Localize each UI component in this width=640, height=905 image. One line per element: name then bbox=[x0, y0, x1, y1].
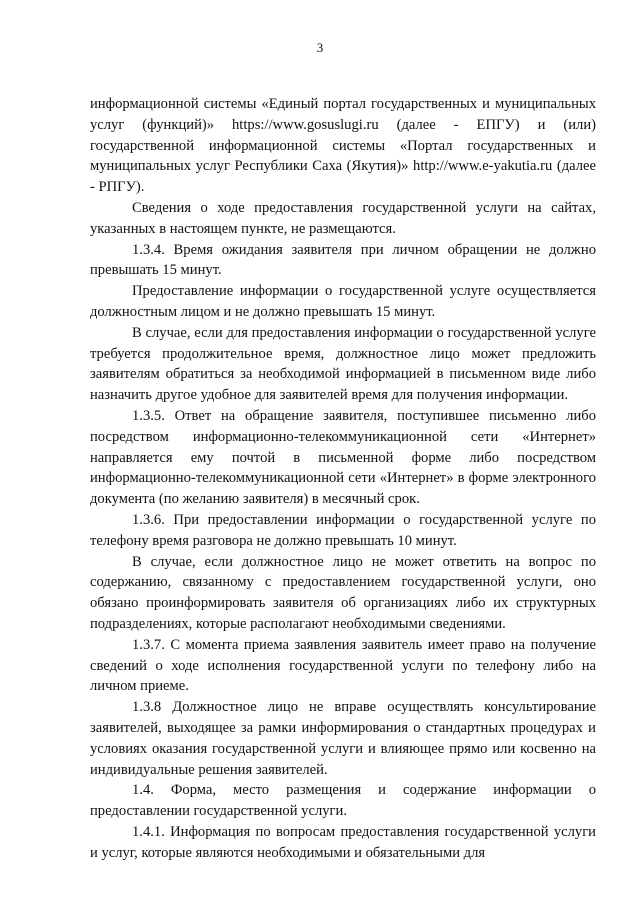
document-body bbox=[90, 94, 596, 863]
paragraph-1-3-7: 1.3.7. С момента приема заявления заявитель имеет право на получение сведений о ходе исполнения государственной услуги по телефону либо на личном приеме. bbox=[90, 636, 596, 695]
paragraph-1-3-8: 1.3.8 Должностное лицо не вправе осуществлять консультирование заявителей, выходящее за рамки информирования о стандартных процедурах и условиях оказания государственной услуги и влияющее прямо или косвенно на индивидуальные решения заявителей. bbox=[90, 699, 596, 778]
paragraph-continuation: информационной системы «Единый портал государственных и муниципальных услуг (функций)» https://www.gosuslugi.ru (далее - ЕПГУ) и (или) государственной информационной системы «Портал государственных и муниципальных услуг Республики Саха (Якутия)» http://www.e-yakutia.ru (далее - РПГУ). bbox=[90, 96, 596, 196]
paragraph-1-3-4: 1.3.4. Время ожидания заявителя при личном обращении не должно превышать 15 минут. bbox=[90, 241, 596, 279]
paragraph-1-4-1: 1.4.1. Информация по вопросам предоставления государственной услуги и услуг, которые являются необходимыми и обязательными для bbox=[90, 823, 596, 861]
paragraph-1-3-5: 1.3.5. Ответ на обращение заявителя, поступившее письменно либо посредством информационно-телекоммуникационной сети «Интернет» направляется ему почтой в письменной форме либо посредством информационно-телекоммуникационной сети «Интернет» в форме электронного документа (по желанию заявителя) в месячный срок. bbox=[90, 407, 596, 508]
paragraph-1-4: 1.4. Форма, место размещения и содержание информации о предоставлении государственной услуги. bbox=[90, 782, 596, 820]
paragraph-1-3-6: 1.3.6. При предоставлении информации о государственной услуге по телефону время разговора не должно превышать 10 минут. bbox=[90, 511, 596, 549]
paragraph-progress-info: Сведения о ходе предоставления государственной услуги на сайтах, указанных в настоящем пункте, не размещаются. bbox=[90, 199, 596, 237]
paragraph-cannot-answer: В случае, если должностное лицо не может ответить на вопрос по содержанию, связанному с предоставлением государственной услуги, оно обязано проинформировать заявителя об организациях либо их структурных подразделениях, которые располагают необходимыми сведениями. bbox=[90, 553, 596, 632]
paragraph-extended-time: В случае, если для предоставления информации о государственной услуге требуется продолжительное время, должностное лицо может предложить заявителям обратиться за необходимой информацией в письменном виде либо назначить другое удобное для заявителей время для получения информации. bbox=[90, 324, 596, 404]
page-number: 3 bbox=[316, 40, 324, 55]
paragraph-info-provision: Предоставление информации о государственной услуге осуществляется должностным лицом и не должно превышать 15 минут. bbox=[90, 283, 596, 320]
